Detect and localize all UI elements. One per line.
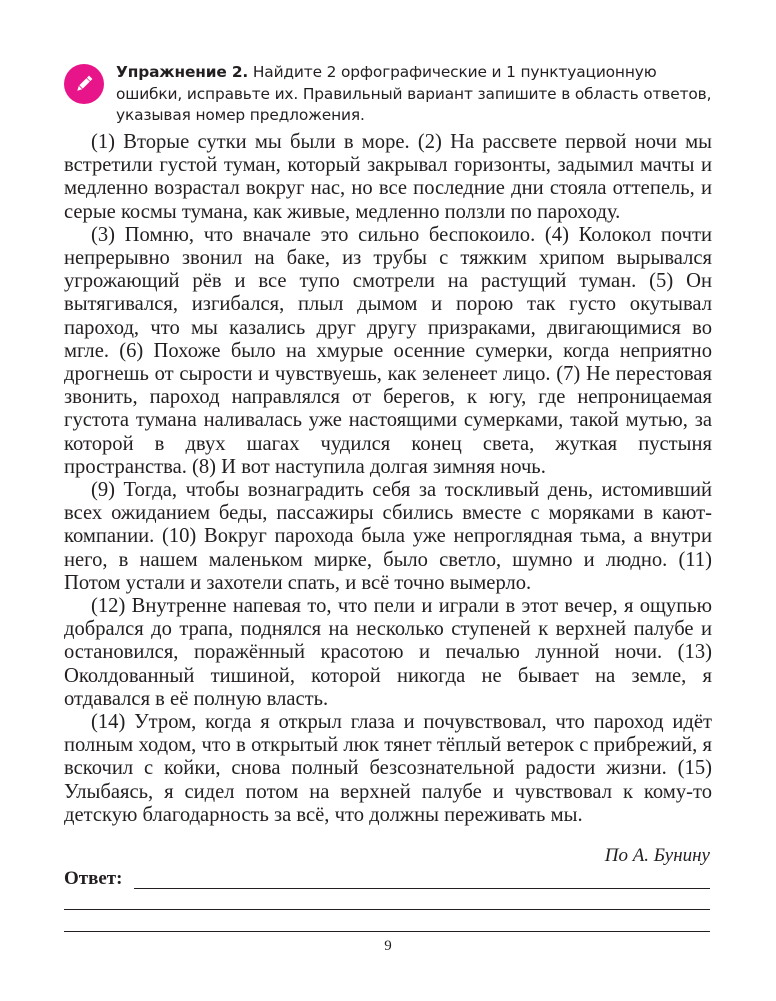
exercise-header <box>64 62 712 127</box>
paragraph-2: (3) Помню, что вначале это сильно беспокоило. (4) Колокол почти непрерывно звонил на баке, из трубы с тяжким хрипом вырывался угрожающий рёв и все тупо смотрели на растущий туман. (5) Он вытягивался, изгибался, плыл дымом и порою так густо окутывал пароход, что мы казались друг другу призраками, двигающимися во мгле. (6) Похоже было на хмурые осенние сумерки, когда неприятно дрогнешь от сырости и чувствуешь, как зеленеет лицо. (7) Не перестовая звонить, пароход направлялся от берегов, к югу, где непроницаемая густота тумана наливалась уже настоящими сумерками, такой мутью, за которой в двух шагах чудился конец света, жуткая пустыня пространства. (8) И вот наступила долгая зимняя ночь. <box>64 223 712 478</box>
pencil-icon <box>64 64 104 104</box>
answer-line-3[interactable] <box>64 931 710 932</box>
paragraph-4: (12) Внутренне напевая то, что пели и играли в этот вечер, я ощупью добрался до трапа, поднялся на несколько ступеней к верхней палубе и остановился, поражённый красотою и печалью лунной ночи. (13) Околдованный тишиной, которой никогда не бывает на земле, я отдавался в её полную власть. <box>64 595 712 710</box>
answer-line-2[interactable] <box>64 909 710 910</box>
text-author: По А. Бунину <box>604 845 710 866</box>
exercise-text <box>64 131 712 827</box>
paragraph-3: (9) Тогда, чтобы вознаградить себя за тоскливый день, истомивший всех ожиданием беды, пассажиры сбились вместе с моряками в кают-компании. (10) Вокруг парохода была уже непроглядная тьма, а внутри него, в нашем маленьком мирке, было светло, шумно и людно. (11) Потом устали и захотели спать, и всё точно вымерло. <box>64 479 712 594</box>
exercise-task-text: Найдите 2 орфографические и 1 пунктуационную ошибки, исправьте их. Правильный вариант запишите в область ответов, указывая номер предложения. <box>116 63 712 124</box>
answer-label: Ответ: <box>64 868 123 889</box>
paragraph-1: (1) Вторые сутки мы были в море. (2) На рассвете первой ночи мы встретили густой туман, который закрывал горизонты, задымил мачты и медленно возрастал вокруг нас, но все последние дни стояла оттепель, и серые космы тумана, как живые, медленно ползли по пароходу. <box>64 131 712 223</box>
exercise-instruction <box>116 62 712 127</box>
exercise-title: Упражнение 2. <box>116 63 249 81</box>
answer-line-1[interactable] <box>134 888 710 889</box>
paragraph-5: (14) Утром, когда я открыл глаза и почувствовал, что пароход идёт полным ходом, что в открытый люк тянет тёплый ветерок с прибрежий, я вскочил с койки, снова полный безсознательной радости жизни. (15) Улыбаясь, я сидел потом на верхней палубе и чувствовал к кому-то детскую благодарность за всё, что должны переживать мы. <box>64 711 712 826</box>
page-number: 9 <box>384 938 392 954</box>
